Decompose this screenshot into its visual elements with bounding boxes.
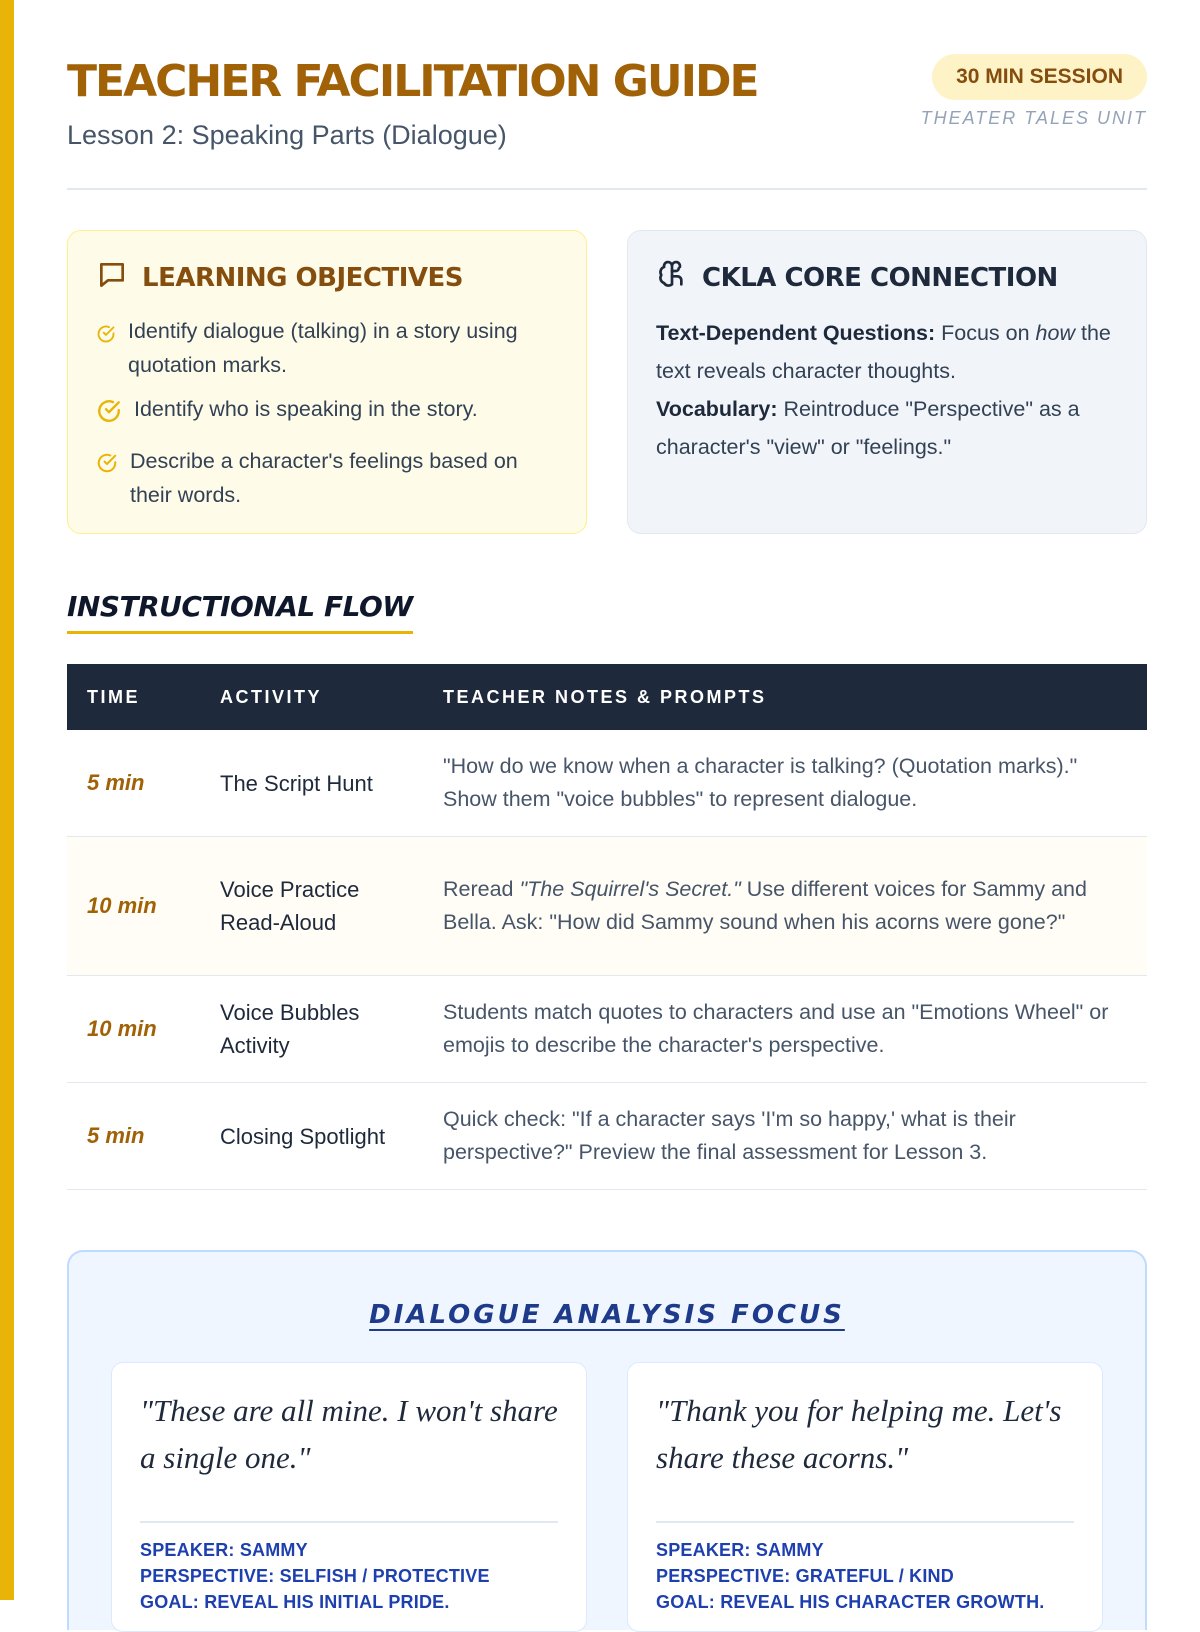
table-row — [67, 837, 1147, 976]
activity-cell: The Script Hunt — [220, 770, 373, 796]
vocabulary-note — [656, 390, 1118, 466]
column-header-time: TIME — [67, 664, 200, 730]
unit-label: THEATER TALES UNIT — [920, 108, 1147, 128]
tdq-label: Text-Dependent Questions: — [656, 321, 936, 345]
objective-text: Identify who is speaking in the story. — [134, 397, 478, 421]
quote-meta — [140, 1521, 558, 1615]
quote-perspective: PERSPECTIVE: GRATEFUL / KIND — [656, 1566, 954, 1586]
info-cards — [67, 230, 1147, 534]
objective-item — [96, 314, 558, 382]
time-cell: 10 min — [87, 893, 157, 918]
notes-text: Reread — [443, 877, 514, 901]
tdq-text: the text reveals character thoughts. — [656, 321, 1111, 383]
brain-icon — [656, 259, 688, 296]
tdq-emphasis: how — [1035, 321, 1075, 345]
learning-objectives-card — [67, 230, 587, 534]
time-cell: 10 min — [87, 1016, 157, 1041]
accent-bar — [0, 0, 14, 1600]
quote-card — [627, 1362, 1103, 1632]
page-header — [67, 0, 1147, 190]
quote-meta — [656, 1521, 1074, 1615]
quote-perspective: PERSPECTIVE: SELFISH / PROTECTIVE — [140, 1566, 490, 1586]
ckla-core-connection-card — [627, 230, 1147, 534]
notes-text: Use different voices for Sammy and Bella. Ask: "How did Sammy sound when his acorns were gone?" — [443, 877, 1087, 934]
vocabulary-label: Vocabulary: — [656, 397, 778, 421]
vocabulary-text: Reintroduce "Perspective" as a character's "view" or "feelings." — [656, 397, 1080, 459]
notes-cell: Quick check: "If a character says 'I'm so happy,' what is their perspective?" Preview the final assessment for Lesson 3. — [443, 1107, 1016, 1164]
quote-speaker: SPEAKER: SAMMY — [656, 1540, 824, 1560]
time-cell: 5 min — [87, 770, 145, 795]
objectives-list — [96, 314, 558, 512]
notes-cell: "How do we know when a character is talking? (Quotation marks)." Show them "voice bubbles" to represent dialogue. — [443, 754, 1078, 811]
quote-speaker: SPEAKER: SAMMY — [140, 1540, 308, 1560]
learning-objectives-header — [96, 259, 558, 296]
dialogue-analysis-title: DIALOGUE ANALYSIS FOCUS — [369, 1300, 845, 1330]
check-circle-icon — [96, 398, 122, 434]
quote-card — [111, 1362, 587, 1632]
lesson-subtitle: Lesson 2: Speaking Parts (Dialogue) — [67, 120, 507, 150]
objective-text: Identify dialogue (talking) in a story using quotation marks. — [128, 319, 518, 377]
column-header-notes: TEACHER NOTES & PROMPTS — [423, 664, 1147, 730]
instructional-flow-table — [67, 664, 1147, 1190]
dialogue-quote: "These are all mine. I won't share a single one." — [140, 1393, 558, 1475]
story-title: "The Squirrel's Secret." — [519, 877, 741, 901]
dialogue-analysis-section — [67, 1250, 1147, 1630]
instructional-flow-title: INSTRUCTIONAL FLOW — [67, 590, 413, 634]
table-row — [67, 976, 1147, 1083]
objective-item — [96, 444, 558, 512]
speech-bubble-icon — [96, 259, 128, 296]
quote-goal: GOAL: REVEAL HIS CHARACTER GROWTH. — [656, 1592, 1045, 1612]
time-cell: 5 min — [87, 1123, 145, 1148]
notes-cell — [443, 877, 1087, 934]
activity-cell: Closing Spotlight — [220, 1123, 386, 1149]
session-length-badge: 30 MIN SESSION — [932, 54, 1147, 100]
column-header-activity: ACTIVITY — [200, 664, 423, 730]
activity-cell: Voice Bubbles Activity — [220, 1000, 360, 1058]
tdq-text: Focus on — [941, 321, 1030, 345]
objective-item — [96, 392, 558, 434]
page-title: TEACHER FACILITATION GUIDE — [67, 56, 758, 107]
table-header-row — [67, 664, 1147, 730]
learning-objectives-title: LEARNING OBJECTIVES — [142, 262, 464, 293]
ckla-header — [656, 259, 1118, 296]
facilitation-guide-page — [67, 0, 1147, 1612]
notes-cell: Students match quotes to characters and use an "Emotions Wheel" or emojis to describe the character's perspective. — [443, 1000, 1109, 1057]
table-row — [67, 730, 1147, 837]
dialogue-quote: "Thank you for helping me. Let's share these acorns." — [656, 1393, 1062, 1475]
objective-text: Describe a character's feelings based on their words. — [130, 449, 518, 507]
quote-goal: GOAL: REVEAL HIS INITIAL PRIDE. — [140, 1592, 450, 1612]
text-dependent-questions — [656, 314, 1118, 390]
activity-cell: Voice Practice Read-Aloud — [220, 877, 360, 935]
check-circle-icon — [96, 450, 118, 484]
table-row — [67, 1083, 1147, 1190]
ckla-title: CKLA CORE CONNECTION — [702, 262, 1058, 293]
check-circle-icon — [96, 320, 116, 354]
